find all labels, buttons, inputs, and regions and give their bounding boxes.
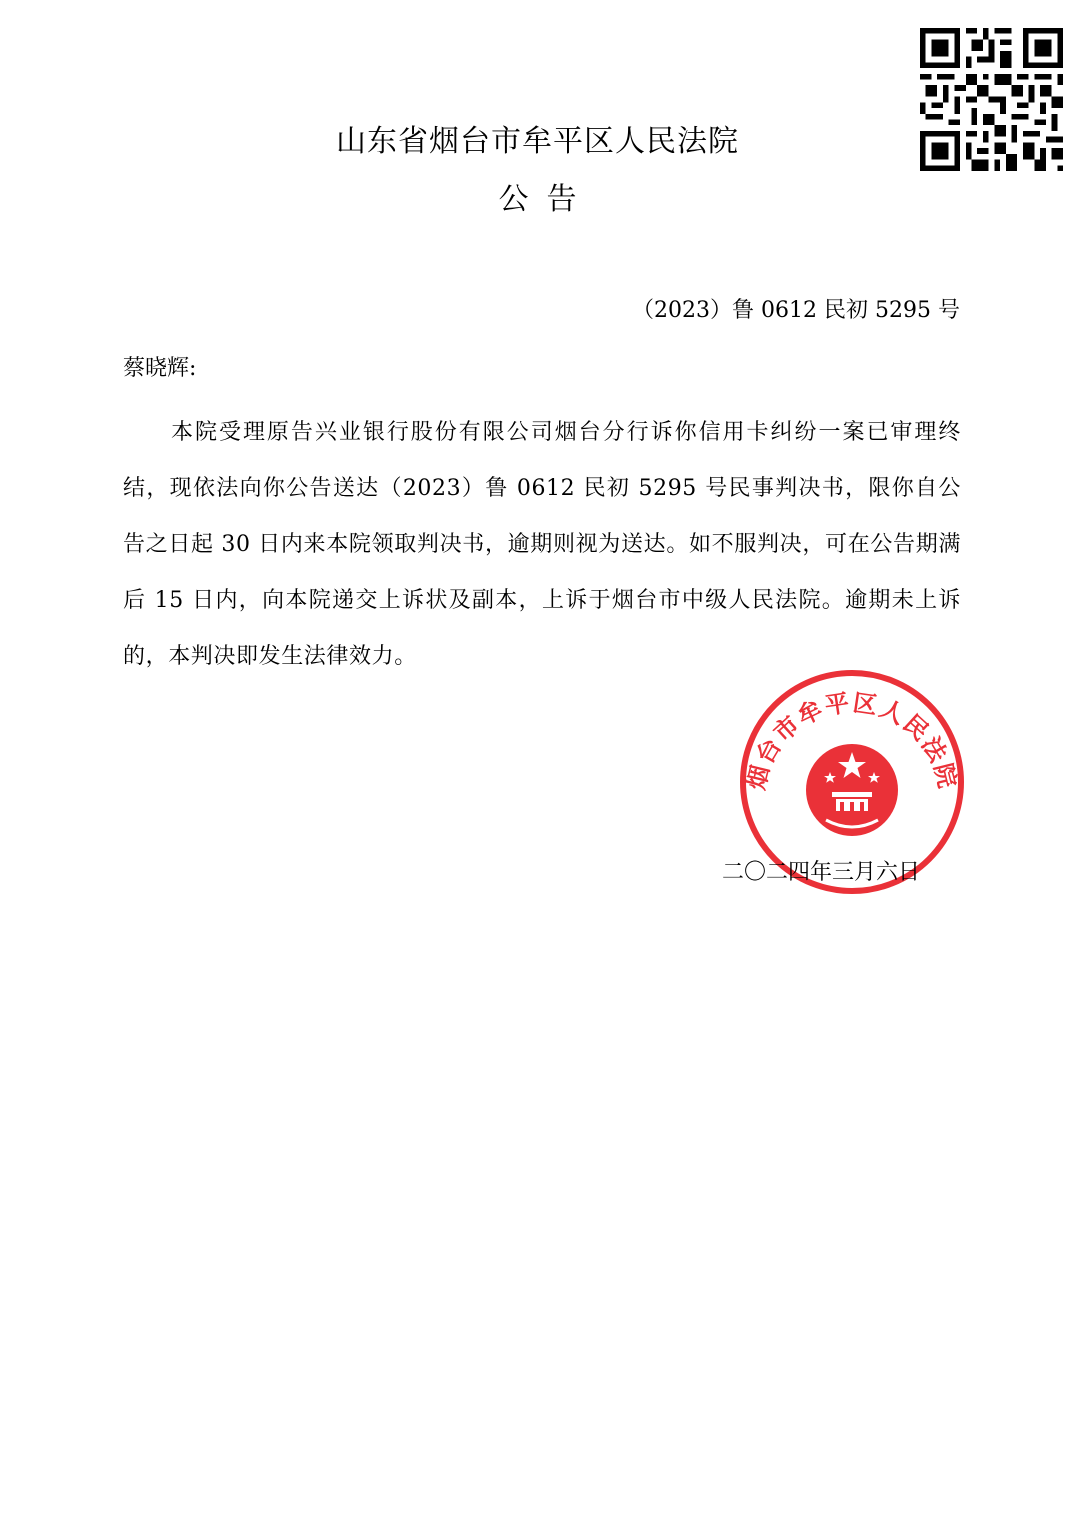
addressee: 蔡晓辉:	[123, 356, 197, 381]
national-emblem-icon	[806, 744, 898, 836]
notice-body: 本院受理原告兴业银行股份有限公司烟台分行诉你信用卡纠纷一案已审理终结，现依法向你公告送达（2023）鲁 0612 民初 5295 号民事判决书，限你自公告之日起 30 日内来本院领取判决书，逾期则视为送达。如不服判决，可在公告期满后 15 日内，向本院递交上诉状及副本，上诉于烟台市中级人民法院。逾期未上诉的，本判决即发生法律效力。	[123, 420, 961, 669]
document-type-title: 公告	[498, 182, 595, 217]
court-seal-stamp	[738, 668, 966, 896]
court-name-title: 山东省烟台市牟平区人民法院	[336, 124, 739, 159]
case-number: （2023）鲁 0612 民初 5295 号	[632, 298, 960, 323]
issue-date: 二〇二四年三月六日	[722, 860, 921, 885]
svg-text:烟台市牟平区人民法院: 烟台市牟平区人民法院	[742, 688, 962, 793]
